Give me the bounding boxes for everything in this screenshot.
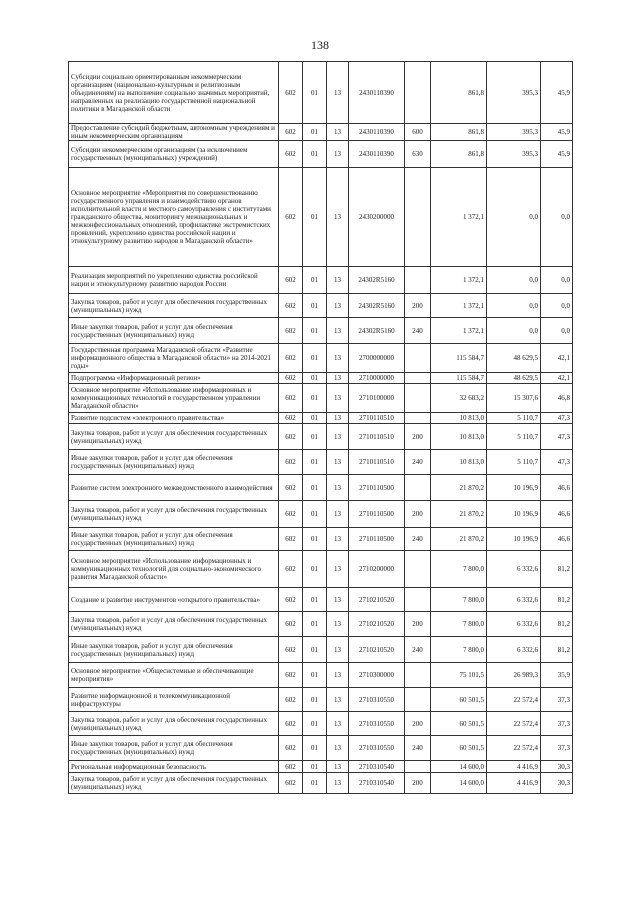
cell-csr: 2710110510 <box>349 450 405 475</box>
table-row <box>69 528 573 551</box>
cell-vr: 600 <box>405 124 431 141</box>
cell-pr: 13 <box>327 141 349 168</box>
cell-ved: 602 <box>279 736 303 761</box>
cell-pr: 13 <box>327 344 349 373</box>
cell-pct: 30,3 <box>541 773 573 794</box>
cell-ved: 602 <box>279 712 303 736</box>
table-row <box>69 773 573 794</box>
cell-vr <box>405 62 431 124</box>
cell-fact: 10 196,9 <box>487 475 541 501</box>
cell-plan: 1 372,1 <box>431 267 487 294</box>
cell-vr <box>405 267 431 294</box>
cell-csr: 2710300000 <box>349 663 405 688</box>
cell-ved: 602 <box>279 688 303 712</box>
cell-name: Иные закупки товаров, работ и услуг для обеспечения государственных (муниципальных) нужд <box>69 637 279 663</box>
cell-vr: 200 <box>405 501 431 528</box>
cell-rz: 01 <box>303 450 327 475</box>
cell-name: Субсидии социально ориентированным некоммерческим организациям (национально-культурным и религиозным объединениям) на выполнение социально значимых мероприятий, направленных на реализацию государственной национальной политики в Магаданской области <box>69 62 279 124</box>
cell-vr: 240 <box>405 637 431 663</box>
cell-pct: 35,9 <box>541 663 573 688</box>
cell-csr: 2710210520 <box>349 612 405 637</box>
cell-rz: 01 <box>303 736 327 761</box>
cell-vr: 200 <box>405 773 431 794</box>
cell-vr: 630 <box>405 141 431 168</box>
cell-ved: 602 <box>279 62 303 124</box>
table-row <box>69 141 573 168</box>
cell-pct: 0,0 <box>541 294 573 318</box>
cell-plan: 1 372,1 <box>431 294 487 318</box>
cell-ved: 602 <box>279 373 303 384</box>
table-row <box>69 688 573 712</box>
cell-name: Основное мероприятие «Использование информационных и коммуникационных технологий для социально-экономического развития Магаданской области» <box>69 551 279 588</box>
cell-pct: 47,3 <box>541 413 573 424</box>
cell-pct: 42,1 <box>541 344 573 373</box>
cell-vr: 240 <box>405 318 431 344</box>
cell-vr: 240 <box>405 450 431 475</box>
cell-csr: 2710310550 <box>349 712 405 736</box>
cell-vr: 240 <box>405 736 431 761</box>
cell-ved: 602 <box>279 551 303 588</box>
cell-plan: 10 813,0 <box>431 424 487 450</box>
table-row <box>69 413 573 424</box>
cell-rz: 01 <box>303 344 327 373</box>
cell-name: Реализация мероприятий по укреплению единства российской нации и этнокультурному развитию народов России <box>69 267 279 294</box>
cell-csr: 2710310540 <box>349 761 405 773</box>
cell-csr: 2710110510 <box>349 424 405 450</box>
cell-fact: 6 332,6 <box>487 551 541 588</box>
cell-name: Развитие подсистем «электронного правительства» <box>69 413 279 424</box>
cell-fact: 10 196,9 <box>487 501 541 528</box>
cell-csr: 2710110500 <box>349 528 405 551</box>
cell-plan: 1 372,1 <box>431 318 487 344</box>
cell-ved: 602 <box>279 413 303 424</box>
cell-csr: 2710310540 <box>349 773 405 794</box>
cell-pr: 13 <box>327 528 349 551</box>
cell-fact: 0,0 <box>487 294 541 318</box>
cell-fact: 48 629,5 <box>487 344 541 373</box>
table-row <box>69 612 573 637</box>
cell-csr: 2710110500 <box>349 501 405 528</box>
cell-fact: 0,0 <box>487 318 541 344</box>
cell-plan: 861,8 <box>431 62 487 124</box>
cell-pct: 45,9 <box>541 124 573 141</box>
cell-fact: 22 572,4 <box>487 712 541 736</box>
cell-ved: 602 <box>279 501 303 528</box>
cell-plan: 60 501,5 <box>431 688 487 712</box>
cell-fact: 6 332,6 <box>487 637 541 663</box>
cell-vr <box>405 344 431 373</box>
cell-pr: 13 <box>327 612 349 637</box>
cell-rz: 01 <box>303 551 327 588</box>
cell-rz: 01 <box>303 424 327 450</box>
cell-pr: 13 <box>327 475 349 501</box>
cell-csr: 2710210520 <box>349 588 405 612</box>
table-body <box>69 62 573 794</box>
cell-name: Развитие информационной и телекоммуникационной инфраструктуры <box>69 688 279 712</box>
cell-fact: 22 572,4 <box>487 688 541 712</box>
cell-pct: 81,2 <box>541 637 573 663</box>
cell-rz: 01 <box>303 267 327 294</box>
cell-rz: 01 <box>303 413 327 424</box>
cell-pr: 13 <box>327 663 349 688</box>
cell-vr <box>405 761 431 773</box>
cell-ved: 602 <box>279 384 303 413</box>
cell-vr <box>405 663 431 688</box>
table-row <box>69 475 573 501</box>
page-number: 138 <box>311 38 329 52</box>
cell-vr: 200 <box>405 294 431 318</box>
table-row <box>69 712 573 736</box>
cell-pct: 81,2 <box>541 588 573 612</box>
table-row <box>69 344 573 373</box>
cell-vr: 200 <box>405 424 431 450</box>
cell-rz: 01 <box>303 637 327 663</box>
cell-csr: 2700000000 <box>349 344 405 373</box>
table-row <box>69 588 573 612</box>
cell-fact: 5 110,7 <box>487 450 541 475</box>
cell-csr: 24302R5160 <box>349 318 405 344</box>
cell-plan: 10 813,0 <box>431 450 487 475</box>
cell-name: Закупка товаров, работ и услуг для обеспечения государственных (муниципальных) нужд <box>69 501 279 528</box>
cell-fact: 395,3 <box>487 62 541 124</box>
cell-pct: 81,2 <box>541 612 573 637</box>
cell-name: Региональная информационная безопасность <box>69 761 279 773</box>
cell-pr: 13 <box>327 501 349 528</box>
cell-plan: 7 800,0 <box>431 612 487 637</box>
cell-fact: 10 196,9 <box>487 528 541 551</box>
cell-pct: 46,6 <box>541 528 573 551</box>
cell-vr: 200 <box>405 712 431 736</box>
cell-vr <box>405 688 431 712</box>
cell-ved: 602 <box>279 475 303 501</box>
cell-pr: 13 <box>327 712 349 736</box>
cell-pct: 42,1 <box>541 373 573 384</box>
table-row <box>69 761 573 773</box>
cell-fact: 26 989,3 <box>487 663 541 688</box>
cell-plan: 7 800,0 <box>431 551 487 588</box>
cell-pr: 13 <box>327 168 349 267</box>
cell-vr <box>405 373 431 384</box>
cell-name: Субсидии некоммерческим организациям (за исключением государственных (муниципальных) учреждений) <box>69 141 279 168</box>
cell-rz: 01 <box>303 373 327 384</box>
cell-pct: 37,3 <box>541 712 573 736</box>
cell-vr <box>405 588 431 612</box>
cell-name: Предоставление субсидий бюджетным, автономным учреждениям и иным некоммерческим организациям <box>69 124 279 141</box>
cell-name: Закупка товаров, работ и услуг для обеспечения государственных (муниципальных) нужд <box>69 612 279 637</box>
table-row <box>69 663 573 688</box>
cell-ved: 602 <box>279 267 303 294</box>
cell-fact: 395,3 <box>487 141 541 168</box>
cell-pr: 13 <box>327 124 349 141</box>
cell-pr: 13 <box>327 637 349 663</box>
cell-plan: 10 813,0 <box>431 413 487 424</box>
cell-plan: 7 800,0 <box>431 588 487 612</box>
cell-vr <box>405 413 431 424</box>
cell-name: Закупка товаров, работ и услуг для обеспечения государственных (муниципальных) нужд <box>69 773 279 794</box>
cell-csr: 2710210520 <box>349 637 405 663</box>
table-row <box>69 267 573 294</box>
cell-plan: 21 870,2 <box>431 501 487 528</box>
cell-plan: 14 600,0 <box>431 761 487 773</box>
table-row <box>69 736 573 761</box>
cell-csr: 2710100000 <box>349 384 405 413</box>
cell-csr: 2710110500 <box>349 475 405 501</box>
cell-vr <box>405 168 431 267</box>
cell-pr: 13 <box>327 267 349 294</box>
cell-pct: 46,6 <box>541 475 573 501</box>
cell-pct: 81,2 <box>541 551 573 588</box>
cell-ved: 602 <box>279 168 303 267</box>
cell-csr: 2710310550 <box>349 736 405 761</box>
cell-fact: 48 629,5 <box>487 373 541 384</box>
cell-name: Основное мероприятие «Общесистемные и обеспечивающие мероприятия» <box>69 663 279 688</box>
cell-pct: 45,9 <box>541 141 573 168</box>
cell-rz: 01 <box>303 62 327 124</box>
table-row <box>69 124 573 141</box>
cell-pct: 47,3 <box>541 450 573 475</box>
cell-fact: 5 110,7 <box>487 424 541 450</box>
cell-pct: 47,3 <box>541 424 573 450</box>
cell-fact: 4 416,9 <box>487 761 541 773</box>
cell-ved: 602 <box>279 124 303 141</box>
cell-pr: 13 <box>327 413 349 424</box>
cell-fact: 22 572,4 <box>487 736 541 761</box>
cell-pr: 13 <box>327 373 349 384</box>
cell-plan: 115 584,7 <box>431 344 487 373</box>
cell-ved: 602 <box>279 637 303 663</box>
cell-csr: 2430110390 <box>349 62 405 124</box>
table-row <box>69 551 573 588</box>
cell-rz: 01 <box>303 141 327 168</box>
cell-ved: 602 <box>279 528 303 551</box>
cell-rz: 01 <box>303 294 327 318</box>
cell-pr: 13 <box>327 450 349 475</box>
cell-vr: 200 <box>405 612 431 637</box>
cell-name: Основное мероприятие «Использование информационных и коммуникационных технологий в государственном управлении Магаданской области» <box>69 384 279 413</box>
cell-ved: 602 <box>279 761 303 773</box>
cell-vr: 240 <box>405 528 431 551</box>
cell-pct: 46,6 <box>541 501 573 528</box>
cell-ved: 602 <box>279 344 303 373</box>
cell-pr: 13 <box>327 773 349 794</box>
cell-pr: 13 <box>327 318 349 344</box>
cell-pct: 46,8 <box>541 384 573 413</box>
cell-rz: 01 <box>303 124 327 141</box>
cell-ved: 602 <box>279 450 303 475</box>
cell-name: Иные закупки товаров, работ и услуг для обеспечения государственных (муниципальных) нужд <box>69 318 279 344</box>
cell-pr: 13 <box>327 424 349 450</box>
cell-csr: 2710200000 <box>349 551 405 588</box>
table-row <box>69 373 573 384</box>
cell-vr <box>405 475 431 501</box>
cell-fact: 5 110,7 <box>487 413 541 424</box>
cell-plan: 60 501,5 <box>431 736 487 761</box>
table-row <box>69 637 573 663</box>
cell-ved: 602 <box>279 141 303 168</box>
cell-fact: 4 416,9 <box>487 773 541 794</box>
cell-name: Иные закупки товаров, работ и услуг для обеспечения государственных (муниципальных) нужд <box>69 528 279 551</box>
cell-plan: 861,8 <box>431 141 487 168</box>
cell-csr: 2710000000 <box>349 373 405 384</box>
cell-vr <box>405 384 431 413</box>
cell-name: Закупка товаров, работ и услуг для обеспечения государственных (муниципальных) нужд <box>69 294 279 318</box>
cell-pr: 13 <box>327 384 349 413</box>
cell-pr: 13 <box>327 736 349 761</box>
cell-rz: 01 <box>303 501 327 528</box>
cell-pct: 0,0 <box>541 267 573 294</box>
cell-fact: 0,0 <box>487 168 541 267</box>
cell-name: Государственная программа Магаданской области «Развитие информационного общества в Магаданской области» на 2014-2021 годы» <box>69 344 279 373</box>
table-row <box>69 294 573 318</box>
cell-rz: 01 <box>303 712 327 736</box>
cell-fact: 15 307,6 <box>487 384 541 413</box>
cell-csr: 2430200000 <box>349 168 405 267</box>
cell-rz: 01 <box>303 612 327 637</box>
cell-rz: 01 <box>303 688 327 712</box>
cell-pct: 0,0 <box>541 318 573 344</box>
cell-plan: 32 683,2 <box>431 384 487 413</box>
cell-rz: 01 <box>303 761 327 773</box>
cell-name: Подпрограмма «Информационный регион» <box>69 373 279 384</box>
cell-rz: 01 <box>303 475 327 501</box>
cell-plan: 861,8 <box>431 124 487 141</box>
cell-pct: 37,3 <box>541 688 573 712</box>
cell-rz: 01 <box>303 773 327 794</box>
cell-csr: 2710310550 <box>349 688 405 712</box>
cell-plan: 7 800,0 <box>431 637 487 663</box>
cell-name: Создание и развитие инструментов «открытого правительства» <box>69 588 279 612</box>
cell-ved: 602 <box>279 612 303 637</box>
table-row <box>69 168 573 267</box>
cell-pr: 13 <box>327 761 349 773</box>
table-row <box>69 424 573 450</box>
cell-pr: 13 <box>327 551 349 588</box>
cell-pr: 13 <box>327 688 349 712</box>
cell-csr: 2430110390 <box>349 141 405 168</box>
cell-pct: 30,3 <box>541 761 573 773</box>
cell-plan: 21 870,2 <box>431 528 487 551</box>
cell-ved: 602 <box>279 663 303 688</box>
budget-table <box>68 61 573 794</box>
cell-pct: 37,3 <box>541 736 573 761</box>
cell-name: Основное мероприятие «Мероприятия по совершенствованию государственного управления и взаимодействию органов исполнительной власти и местного самоуправления с институтами гражданского общества, мониторингу межнациональных и межконфессиональных отношений, профилактике экстремистских проявлений, укреплению единства российской нации и этнокультурному развитию народов в Магаданской области» <box>69 168 279 267</box>
cell-name: Иные закупки товаров, работ и услуг для обеспечения государственных (муниципальных) нужд <box>69 736 279 761</box>
table-row <box>69 501 573 528</box>
cell-pr: 13 <box>327 294 349 318</box>
cell-rz: 01 <box>303 384 327 413</box>
cell-name: Иные закупки товаров, работ и услуг для обеспечения государственных (муниципальных) нужд <box>69 450 279 475</box>
cell-rz: 01 <box>303 528 327 551</box>
cell-ved: 602 <box>279 424 303 450</box>
cell-fact: 395,3 <box>487 124 541 141</box>
cell-name: Развитие систем электронного межведомственного взаимодействия <box>69 475 279 501</box>
cell-pct: 45,9 <box>541 62 573 124</box>
cell-fact: 6 332,6 <box>487 588 541 612</box>
cell-plan: 14 600,0 <box>431 773 487 794</box>
cell-csr: 2430110390 <box>349 124 405 141</box>
cell-ved: 602 <box>279 294 303 318</box>
cell-fact: 6 332,6 <box>487 612 541 637</box>
cell-pct: 0,0 <box>541 168 573 267</box>
cell-plan: 60 501,5 <box>431 712 487 736</box>
cell-pr: 13 <box>327 588 349 612</box>
cell-name: Закупка товаров, работ и услуг для обеспечения государственных (муниципальных) нужд <box>69 712 279 736</box>
table-row <box>69 450 573 475</box>
table-row <box>69 384 573 413</box>
cell-rz: 01 <box>303 168 327 267</box>
table-row <box>69 318 573 344</box>
cell-fact: 0,0 <box>487 267 541 294</box>
cell-name: Закупка товаров, работ и услуг для обеспечения государственных (муниципальных) нужд <box>69 424 279 450</box>
cell-csr: 2710110510 <box>349 413 405 424</box>
cell-ved: 602 <box>279 773 303 794</box>
cell-pr: 13 <box>327 62 349 124</box>
cell-rz: 01 <box>303 588 327 612</box>
cell-csr: 24302R5160 <box>349 294 405 318</box>
cell-rz: 01 <box>303 318 327 344</box>
cell-rz: 01 <box>303 663 327 688</box>
table-row <box>69 62 573 124</box>
cell-ved: 602 <box>279 318 303 344</box>
cell-plan: 115 584,7 <box>431 373 487 384</box>
cell-ved: 602 <box>279 588 303 612</box>
cell-vr <box>405 551 431 588</box>
cell-csr: 24302R5160 <box>349 267 405 294</box>
cell-plan: 1 372,1 <box>431 168 487 267</box>
cell-plan: 21 870,2 <box>431 475 487 501</box>
cell-plan: 75 101,5 <box>431 663 487 688</box>
